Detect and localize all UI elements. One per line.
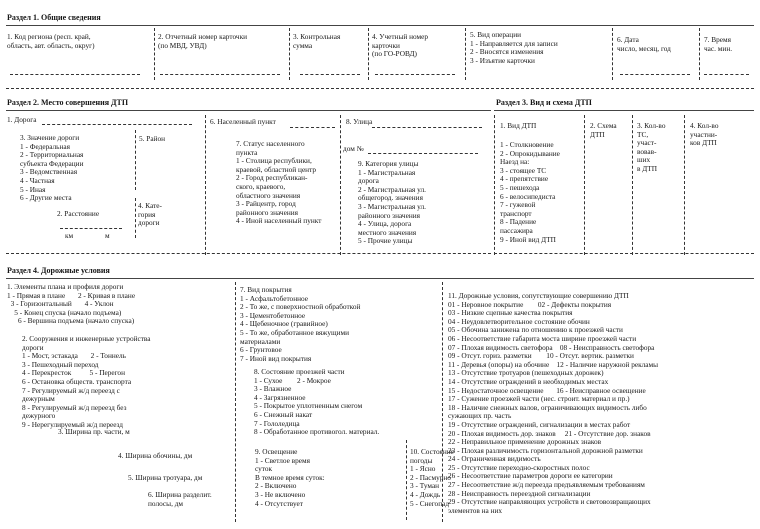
section-2-rule [6,110,491,111]
divider [406,440,407,520]
distance-km-label: км [65,231,74,240]
road-category-field: 4. Кате- гория дороги [138,201,162,228]
divider [289,28,290,80]
shoulder-width-field: 4. Ширина обочины, дм [118,451,193,460]
house-number-field: дом № [343,144,364,153]
street-field: 8. Улица [346,117,373,126]
accident-scheme-field: 2. Схема ДТП [590,121,617,139]
section-separator [494,253,754,254]
divider [235,282,236,522]
road-significance-field: 3. Значение дороги 1 - Федеральная 2 - Территориальная субъекта Федерации 3 - Ведомственная 4 - Частная 5 - Иная 6 - Другие места [20,133,84,203]
roadway-state-field: 8. Состояние проезжей части 1 - Сухое 2 - Мокрое 3 - Влажное 4 - Загрязненное 5 - Покрытое уплотненным снегом 6 - Снежный накат 7 - Гололедица 8 - Обработанное противогол. материал. [254,367,380,437]
divider [699,28,700,80]
section-1-rule [6,25,754,26]
settlement-field: 6. Населенный пункт [210,117,276,126]
participants-count-field: 4. Кол-во участни- ков ДТП [690,121,719,148]
section-3-rule [494,110,754,111]
distance-m-label: м [105,231,110,240]
settlement-line [290,127,335,128]
section-separator [6,88,754,89]
divider [632,115,633,255]
entry-cells [10,74,140,75]
control-sum-field: 3. Контрольная сумма [293,32,341,50]
region-code-field: 1. Код региона (респ. край, область, авт. область, округ) [7,32,95,50]
divider [205,115,206,255]
section-2-title: Раздел 2. Место совершения ДТП [7,98,129,107]
section-3-title: Раздел 3. Вид и схема ДТП [496,98,592,107]
district-field: 5. Район [139,134,166,143]
entry-cells [704,74,749,75]
accident-type-options: 1 - Столкновение 2 - Опрокидывание Наезд на: 3 - стоящее ТС 4 - препятствие 5 - пешехода 6 - велосипедиста 7 - гужевой транспорт 8 - Падение пассажира 9 - Иной вид ДТП [500,140,560,244]
settlement-status-field: 7. Статус населенного пункта 1 - Столица республики, краевой, областной центр 2 - Город республикан- ского, краевого, областного значения 3 - Райцентр, город районного значения 4 - Иной населенный пункт [236,139,322,226]
house-line [368,153,478,154]
divider [442,282,443,522]
account-number-field: 4. Учетный номер карточки (по ГО-РОВД) [372,32,429,59]
distance-field: 2. Расстояние [57,209,100,218]
divider [494,115,495,255]
sidewalk-width-field: 5. Ширина тротуара, дм [128,473,203,482]
section-separator [6,253,491,254]
street-line [372,127,482,128]
divider [154,28,155,80]
divider [340,115,341,255]
entry-cells [620,74,690,75]
weather-field: 10. Состояние погоды 1 - Ясно 2 - Пасмурно 3 - Туман 4 - Дождь 5 - Снегопад [410,447,454,508]
divider [135,198,136,238]
vehicles-count-field: 3. Кол-во ТС, участ- вовав- ших в ДТП [637,121,666,173]
road-conditions-field: 11. Дорожные условия, сопутствующие совершению ДТП 01 - Неровное покрытие 02 - Дефекты покрытия 03 - Низкие сцепные качества покрытия 04 - Неудовлетворительное состояние обочин 05 - Обочина занижена по отношению к проезжей части 06 - Несоответствие габарита моста ширине проезжей части 07 - Плохая видимость светофора 08 - Неисправность светофора 09 - Отсут. гориз. разметки 10 - Отсут. вертик. разметки 11 - Деревья (опоры) на обочине 12 - Наличие наружной рекламы 13 - Отсутствие тротуаров (пешеходных дорожек) 14 - Отсутствие ограждений в необходимых местах 15 - Недостаточное освещение 16 - Неисправное освещение 17 - Сужение проезжей части (нес. строит. материал и пр.) 18 - Наличие снежных валов, ограничивающих видимость либо сужающих пр. часть 19 - Отсутствие ограждений, сигнализации в местах работ 20 - Плохая видимость дор. знаков 21 - Отсутствие дор. знаков 22 - Неправильное применение дорожных знаков 23 - Плохая различимость горизонтальной дорожной разметки 24 - Ограниченная видимость 25 - Отсутствие переходно-скоростных полос 26 - Несоответствие параметров дороги ее категории 27 - Несоответствие ж/д переезда предъявляемым требованиям 28 - Неисправность переездной сигнализации 29 - Отсутствие направляющих устройств и световозвращающих элементов на них [448,291,659,515]
road-structures-field: 2. Сооружения и инженерные устройства дороги 1 - Мост, эстакада 2 - Тоннель 3 - Пешеходный переход 4 - Перекресток 5 - Перегон 6 - Остановка обществ. транспорта 7 - Регулируемый ж/д переезд с дежурным 8 - Регулируемый ж/д переезд без дежурного 9 - Нерегулируемый ж/д переезд [22,334,151,429]
lighting-field: 9. Освещение 1 - Светлое время суток В темное время суток: 2 - Включено 3 - Не включено 4 - Отсутствует [255,447,325,508]
entry-cells [300,74,360,75]
roadway-width-field: 3. Ширина пр. части, м [58,427,130,436]
road-line [42,124,192,125]
divider [135,130,136,190]
divider [612,28,613,80]
section-4-rule [6,278,754,279]
accident-type-field: 1. Вид ДТП [500,121,537,130]
divider [684,115,685,255]
road-plan-profile-field: 1. Элементы плана и профиля дороги 1 - Прямая в плане 2 - Кривая в плане 3 - Горизонтальный 4 - Уклон 5 - Конец спуска (начало подъема) 6 - Вершина подъема (начало спуска) [7,282,136,326]
median-width-field: 6. Ширина разделит. полосы, дм [148,490,212,508]
date-field: 6. Дата число, месяц, год [617,35,671,53]
divider [584,115,585,255]
card-number-field: 2. Отчетный номер карточки (по МВД, УВД) [158,32,248,50]
distance-cells [60,228,122,229]
divider [465,28,466,80]
divider [368,28,369,80]
road-field: 1. Дорога [7,115,37,124]
entry-cells [160,74,280,75]
entry-cells [375,74,455,75]
pavement-type-field: 7. Вид покрытия 1 - Асфальтобетонное 2 - То же, с поверхностной обработкой 3 - Цементобетонное 4 - Щебеночное (гравийное) 5 - То же, обработанное вяжущими материалами 6 - Грунтовое 7 - Иной вид покрытия [240,285,361,363]
section-1-title: Раздел 1. Общие сведения [7,13,101,22]
section-4-title: Раздел 4. Дорожные условия [7,266,110,275]
time-field: 7. Время час. мин. [704,35,733,53]
operation-type-field: 5. Вид операции 1 - Направляется для записи 2 - Вносятся изменения 3 - Изъятие карточки [470,30,558,65]
street-category-field: 9. Категория улицы 1 - Магистральная дорога 2 - Магистральная ул. общегород. значения 3 - Магистральная ул. районного значения 4 - Улица, дорога местного значения 5 - Прочие улицы [358,159,426,246]
